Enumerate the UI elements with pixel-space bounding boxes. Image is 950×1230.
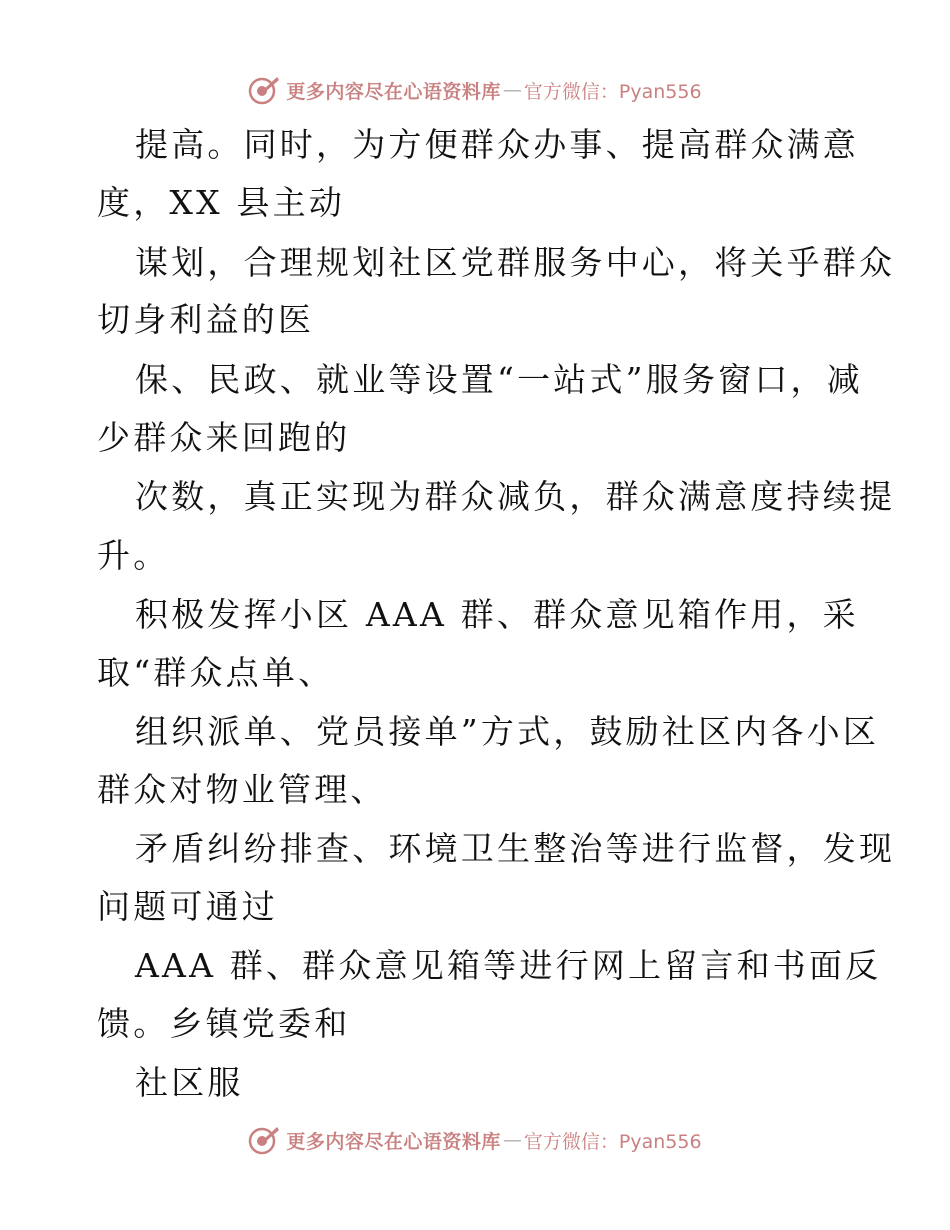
paragraph-line: 切身利益的医 xyxy=(97,300,315,339)
paragraph-line: 度，XX 县主动 xyxy=(97,183,346,222)
paragraph-line: 取“群众点单、 xyxy=(97,653,335,692)
watermark-separator: — xyxy=(502,1129,522,1151)
paragraph-line: 群众对物业管理、 xyxy=(97,770,387,809)
paragraph-line: 组织派单、党员接单”方式，鼓励社区内各小区 xyxy=(135,712,880,751)
header-watermark xyxy=(0,70,950,110)
paragraph-line: 矛盾纠纷排查、环境卫生整治等进行监督，发现 xyxy=(135,829,896,868)
watermark-wechat-text: 官方微信：Pyan556 xyxy=(523,80,702,103)
footer-watermark xyxy=(0,1120,950,1160)
paragraph-line: AAA 群、群众意见箱等进行网上留言和书面反 xyxy=(135,946,882,985)
paragraph-line: 积极发挥小区 AAA 群、群众意见箱作用，采 xyxy=(135,595,859,634)
watermark-brand-text: 更多内容尽在心语资料库 xyxy=(286,1130,501,1153)
watermark-wechat-text: 官方微信：Pyan556 xyxy=(523,1130,702,1153)
paragraph-line: 次数，真正实现为群众减负，群众满意度持续提 xyxy=(135,477,896,516)
watermark-brand-text: 更多内容尽在心语资料库 xyxy=(286,80,501,103)
pen-nib-circle-logo-icon xyxy=(248,1124,280,1156)
paragraph-line: 社区服 xyxy=(135,1063,244,1102)
pen-nib-circle-logo-icon xyxy=(248,74,280,106)
paragraph-line: 保、民政、就业等设置“一站式”服务窗口，减 xyxy=(135,360,863,399)
paragraph-line: 少群众来回跑的 xyxy=(97,418,351,457)
paragraph-line: 馈。乡镇党委和 xyxy=(97,1004,351,1043)
paragraph-line: 升。 xyxy=(97,536,170,575)
paragraph-line: 谋划，合理规划社区党群服务中心，将关乎群众 xyxy=(135,243,896,282)
paragraph-line: 问题可通过 xyxy=(97,887,278,926)
paragraph-line: 提高。同时，为方便群众办事、提高群众满意 xyxy=(135,125,859,164)
watermark-separator: — xyxy=(502,79,522,101)
